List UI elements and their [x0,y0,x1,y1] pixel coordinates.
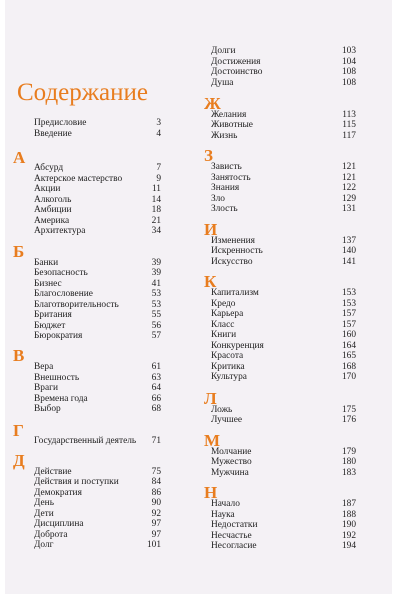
toc-entry-title: Времена года [34,394,88,404]
toc-entry-title: Достоинство [211,67,263,77]
toc-entry-title: Архитектура [34,226,86,236]
toc-entry-page: 176 [341,415,356,425]
toc-entry-title: Бизнес [34,279,62,289]
toc-entry-page: 4 [156,129,161,139]
toc-entry-title: Злость [211,204,238,214]
toc-entry-page: 75 [151,467,161,477]
toc-entry-page: 192 [341,531,356,541]
toc-entry-title: Молчание [211,447,252,457]
toc-entry [34,540,161,551]
toc-entry [34,362,161,373]
section-letter: З [204,146,213,165]
toc-entry-page: 9 [156,174,161,184]
toc-entry-page: 11 [151,184,161,194]
toc-entry-page: 153 [341,299,356,309]
toc-entry-title: Алкоголь [34,195,72,205]
toc-entry [34,205,161,216]
toc-entry-page: 66 [151,394,161,404]
section-letter: В [13,346,25,365]
toc-entry-page: 108 [341,67,356,77]
section-letter: А [13,148,26,167]
toc-entry [211,351,356,362]
page-title: Содержание [17,79,148,106]
toc-entry-page: 61 [151,362,161,372]
toc-entry-title: Занятость [211,173,251,183]
toc-entry-page: 122 [341,183,356,193]
toc-entry-page: 56 [151,321,161,331]
toc-entry-title: Несогласие [211,541,257,551]
section-letter: Г [13,421,24,440]
toc-entry-title: Изменения [211,236,255,246]
toc-entry-page: 160 [341,330,356,340]
toc-entry [34,436,161,447]
toc-entry-page: 103 [341,46,356,56]
toc-entry-title: Конкуренция [211,341,264,351]
toc-entry-title: Благотворительность [34,300,119,310]
toc-entry [34,519,161,530]
toc-entry-page: 141 [341,257,356,267]
toc-entry-title: Государственный деятель [34,436,137,446]
toc-entry [211,78,356,89]
toc-entry-title: Мужчина [211,468,249,478]
section-letter: И [204,220,218,239]
toc-entry-page: 121 [341,173,356,183]
toc-entry-page: 18 [151,205,161,215]
toc-column-left [5,0,195,594]
toc-entry-page: 92 [151,509,161,519]
toc-entry-page: 190 [341,520,356,530]
toc-entry-page: 157 [341,309,356,319]
toc-entry [211,520,356,531]
toc-entry [34,129,161,140]
toc-entry-title: Душа [211,78,234,88]
toc-entry-title: Выбор [34,404,61,414]
toc-column-right [198,0,388,594]
section-letter: Л [204,389,217,408]
toc-entry-title: Акции [34,184,61,194]
toc-entry-page: 188 [341,510,356,520]
toc-entry-page: 39 [151,258,161,268]
toc-entry-title: Капитализм [211,288,259,298]
toc-entry [34,118,161,129]
toc-entry-page: 101 [146,540,161,550]
section-letter: Д [13,451,25,470]
toc-entry-title: Карьера [211,309,244,319]
toc-entry-title: Мужество [211,457,252,467]
toc-entry [211,499,356,510]
toc-entry-title: Животные [211,120,253,130]
toc-entry-page: 168 [341,362,356,372]
toc-entry-page: 53 [151,289,161,299]
toc-entry [211,457,356,468]
toc-entry-title: Бюджет [34,321,66,331]
toc-entry-page: 108 [341,78,356,88]
toc-entry-page: 21 [151,216,161,226]
toc-entry-page: 68 [151,404,161,414]
toc-entry-page: 137 [341,236,356,246]
toc-entry [34,404,161,415]
toc-entry-title: Дети [34,509,54,519]
toc-entry-page: 131 [341,204,356,214]
toc-entry [211,309,356,320]
toc-entry-title: Класс [211,320,235,330]
toc-entry-page: 115 [342,120,356,130]
toc-entry [34,226,161,237]
toc-entry-page: 84 [151,477,161,487]
toc-entry-page: 183 [341,468,356,478]
toc-entry [34,310,161,321]
toc-entry [211,372,356,383]
toc-entry-page: 90 [151,498,161,508]
toc-entry-title: Введение [34,129,72,139]
toc-entry-title: Действия и поступки [34,477,119,487]
toc-entry-title: Актерское мастерство [34,174,123,184]
toc-entry-page: 117 [342,131,356,141]
toc-entry-title: Наука [211,510,235,520]
toc-entry [211,468,356,479]
toc-entry-page: 179 [341,447,356,457]
toc-entry [211,204,356,215]
toc-entry-page: 104 [341,57,356,67]
toc-entry-page: 129 [341,194,356,204]
toc-entry-title: Искренность [211,246,263,256]
toc-entry-page: 86 [151,488,161,498]
toc-entry-page: 153 [341,288,356,298]
toc-entry [211,67,356,78]
toc-entry-title: Красота [211,351,244,361]
toc-entry-page: 64 [151,383,161,393]
toc-entry [211,246,356,257]
toc-entry-page: 180 [341,457,356,467]
toc-entry-title: Америка [34,216,70,226]
toc-entry-page: 34 [151,226,161,236]
toc-entry-title: Безопасность [34,268,88,278]
toc-entry-title: Демократия [34,488,82,498]
toc-entry-title: Британия [34,310,72,320]
toc-entry-page: 121 [341,162,356,172]
book-page [5,0,392,594]
toc-entry-page: 97 [151,519,161,529]
toc-entry-title: Дисциплина [34,519,84,529]
toc-entry-title: Ложь [211,405,233,415]
section-letter: Н [204,483,218,502]
toc-entry [211,257,356,268]
toc-entry-title: Критика [211,362,245,372]
toc-entry-page: 165 [341,351,356,361]
toc-entry [211,541,356,552]
toc-entry-page: 157 [341,320,356,330]
toc-entry-title: Благословение [34,289,93,299]
toc-entry [211,288,356,299]
toc-entry-title: Предисловие [34,118,87,128]
toc-entry [211,162,356,173]
toc-entry-page: 39 [151,268,161,278]
toc-entry-title: Жизнь [211,131,238,141]
toc-entry-title: Знания [211,183,240,193]
toc-entry [34,383,161,394]
toc-entry-page: 55 [151,310,161,320]
toc-entry-page: 53 [151,300,161,310]
section-letter: К [204,272,217,291]
toc-entry [211,46,356,57]
toc-entry-title: Банки [34,258,59,268]
toc-entry-page: 7 [156,163,161,173]
toc-entry-title: Вера [34,362,54,372]
toc-entry-title: Книги [211,330,237,340]
toc-entry-title: День [34,498,54,508]
toc-entry-title: Зависть [211,162,242,172]
toc-entry [34,163,161,174]
toc-entry-page: 3 [156,118,161,128]
toc-entry-title: Бюрократия [34,331,83,341]
toc-entry-page: 140 [341,246,356,256]
toc-entry-page: 175 [341,405,356,415]
toc-entry-title: Доброта [34,530,68,540]
toc-entry-title: Несчастье [211,531,252,541]
toc-entry-title: Культура [211,372,247,382]
toc-entry-title: Враги [34,383,58,393]
toc-entry-page: 113 [342,110,356,120]
toc-entry-title: Долг [34,540,54,550]
toc-entry [34,498,161,509]
toc-entry-title: Желания [211,110,247,120]
toc-entry-title: Достижения [211,57,261,67]
toc-entry-title: Абсурд [34,163,64,173]
toc-entry-title: Амбиции [34,205,72,215]
toc-entry [211,120,356,131]
toc-entry [34,268,161,279]
toc-entry-page: 170 [341,372,356,382]
toc-entry-page: 57 [151,331,161,341]
toc-entry-title: Лучшее [211,415,243,425]
toc-entry [34,477,161,488]
section-letter: Ж [204,94,221,113]
toc-entry [34,289,161,300]
toc-entry [211,183,356,194]
toc-entry [34,331,161,342]
toc-entry-page: 194 [341,541,356,551]
toc-entry [211,415,356,426]
toc-entry-page: 97 [151,530,161,540]
toc-entry [34,184,161,195]
toc-entry-title: Долги [211,46,236,56]
toc-entry-title: Искусство [211,257,253,267]
section-letter: М [204,431,221,450]
toc-entry-page: 71 [151,436,161,446]
toc-entry-page: 41 [151,279,161,289]
toc-entry-page: 187 [341,499,356,509]
toc-entry-page: 14 [151,195,161,205]
toc-entry-title: Действие [34,467,72,477]
toc-entry-title: Кредо [211,299,236,309]
toc-entry-title: Начало [211,499,240,509]
toc-entry [211,330,356,341]
section-letter: Б [13,242,25,261]
toc-entry-title: Внешность [34,373,80,383]
toc-entry-title: Недостатки [211,520,258,530]
toc-entry [211,131,356,142]
toc-entry-page: 164 [341,341,356,351]
toc-entry-title: Зло [211,194,225,204]
toc-entry-page: 63 [151,373,161,383]
